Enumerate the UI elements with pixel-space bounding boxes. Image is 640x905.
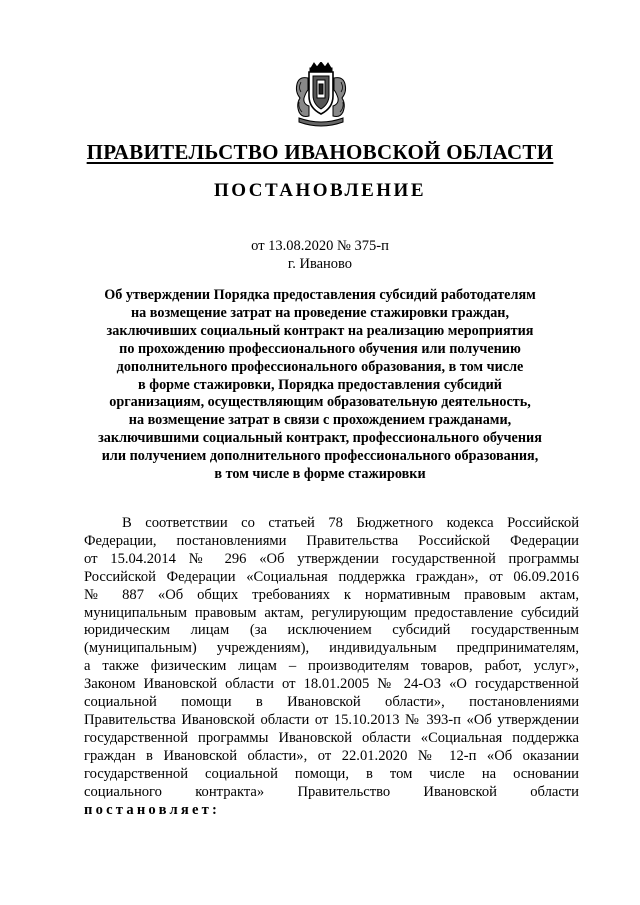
body-line: Правительства Ивановской области от 15.10.2013 № 393-п «Об утверждении [84, 711, 579, 728]
heading-line: заключивших социальный контракт на реализацию мероприятия [106, 322, 534, 339]
body-line-decree [84, 802, 579, 820]
document-date-number: от 13.08.2020 № 375-п [251, 238, 389, 254]
heading-line: заключившими социальный контракт, профессионального обучения [98, 430, 542, 447]
decree-word: постановляет: [84, 801, 221, 818]
heading-line: в том числе в форме стажировки [214, 466, 426, 483]
document-heading [70, 287, 570, 484]
body-line: от 15.04.2014 № 296 «Об утверждении государственной программы [84, 550, 579, 567]
heading-line: на возмещение затрат в связи с прохождением гражданами, [128, 412, 512, 429]
heading-line: Об утверждении Порядка предоставления субсидий работодателям [104, 287, 536, 303]
body-line: Законом Ивановской области от 18.01.2005 № 24-ОЗ «О государственной [84, 676, 579, 693]
body-line: Федерации, постановлениями Правительства Российской Федерации [84, 532, 579, 549]
body-line: а также физическим лицам – производителям товаров, работ, услуг», [84, 658, 579, 675]
body-line: граждан в Ивановской области», от 22.01.2020 № 12-п «Об оказании [84, 747, 579, 764]
body-line: Российской Федерации «Социальная поддержка граждан», от 06.09.2016 [84, 568, 579, 585]
body-line: государственной социальной помощи, в том числе на основании [84, 765, 579, 782]
document-type: ПОСТАНОВЛЕНИЕ [213, 180, 427, 201]
body-line: (муниципальным) учреждениям), индивидуальным предпринимателям, [84, 640, 579, 657]
body-line: социальной помощи в Ивановской области», постановлениями [84, 694, 579, 711]
heading-line: или получением дополнительного профессионального образования, [101, 448, 539, 465]
heading-line: в форме стажировки, Порядка предоставления субсидий [138, 376, 502, 393]
body-line: В соответствии со статьей 78 Бюджетного кодекса Российской [122, 515, 579, 531]
government-title: ПРАВИТЕЛЬСТВО ИВАНОВСКОЙ ОБЛАСТИ [86, 140, 554, 164]
heading-line: организациям, осуществляющим образовательную деятельность, [109, 394, 531, 411]
heading-line: на возмещение затрат на проведение стажировки граждан, [130, 304, 510, 321]
coat-of-arms-icon [289, 62, 353, 130]
heading-line: дополнительного профессионального образования, в том числе [116, 358, 524, 375]
body-line: муниципальным правовым актам, регулирующим предоставление субсидий [84, 604, 579, 621]
body-line: юридическим лицам (за исключением субсидий государственным [84, 622, 579, 639]
body-line: социального контракта» Правительство Ивановской области [84, 783, 579, 800]
document-city: г. Иваново [287, 256, 353, 272]
heading-line: по прохождению профессионального обучения или получению [119, 340, 521, 357]
body-line: № 887 «Об общих требованиях к нормативным правовым актам, [84, 586, 579, 603]
document-body [84, 515, 579, 819]
body-line: государственной программы Ивановской области «Социальная поддержка [84, 729, 579, 746]
